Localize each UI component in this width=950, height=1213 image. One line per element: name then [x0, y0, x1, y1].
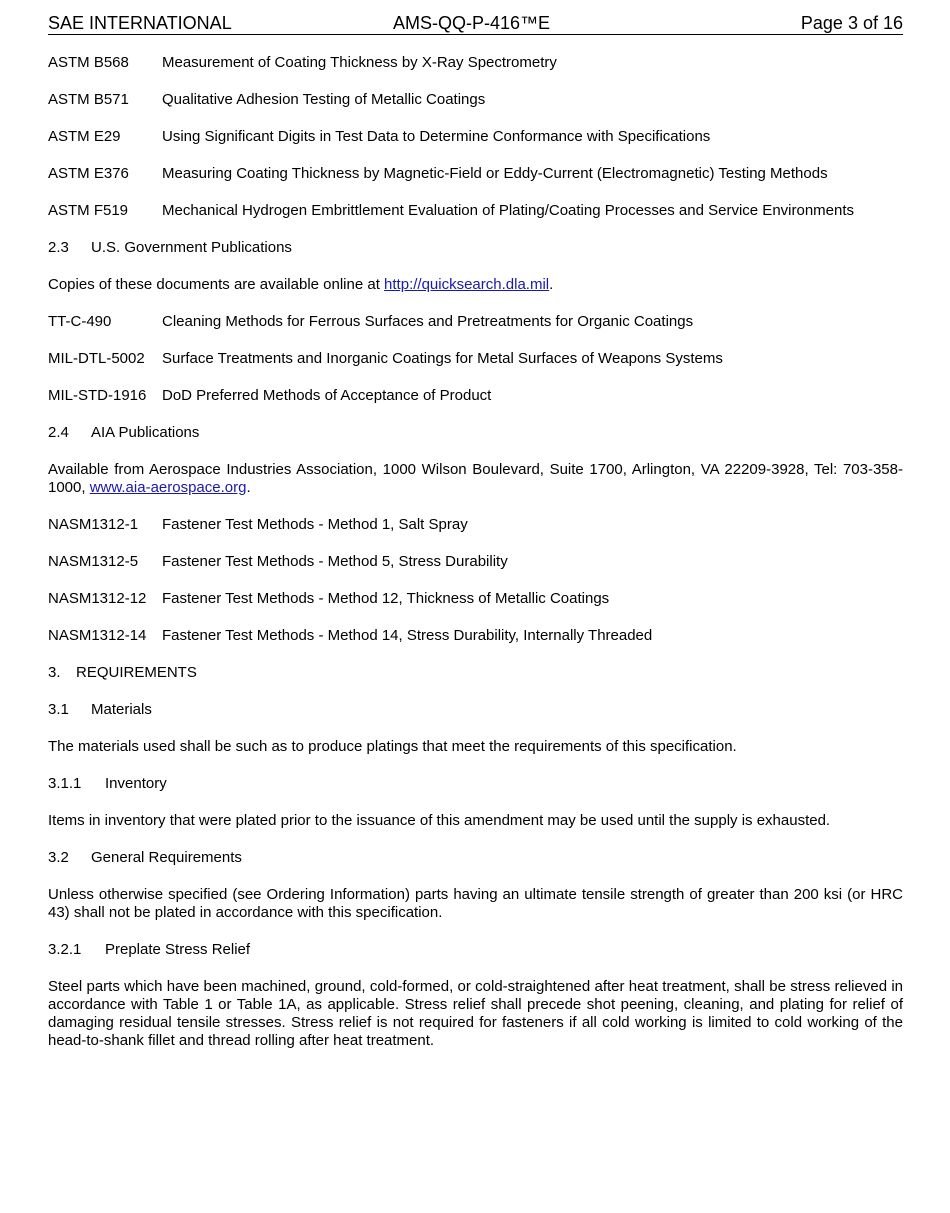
section-title: Inventory — [105, 775, 167, 792]
section-3-2-1-paragraph: Steel parts which have been machined, ground, cold-formed, or cold-straightened after heat treatment, shall be stress relieved in accordance with Table 1 or Table 1A, as applicable. Stress relief shall precede shot peening, cleaning, and plating for relief of damaging residual tensile stresses. Stress relief is not required for fasteners if all cold working is limited to cold working of the head-to-shank fillet and thread rolling after heat treatment. — [48, 978, 903, 1049]
section-heading-3 — [48, 664, 903, 682]
reference-entry — [48, 350, 903, 368]
reference-code: ASTM F519 — [48, 202, 129, 219]
section-title: General Requirements — [91, 849, 242, 866]
section-heading-3-1 — [48, 701, 903, 719]
section-2-3-paragraph — [48, 276, 903, 294]
section-title: Preplate Stress Relief — [105, 941, 251, 958]
section-heading-2-4 — [48, 424, 903, 442]
document-page — [48, 12, 903, 1069]
section-number: 3.2.1 — [48, 941, 82, 958]
reference-title: Fastener Test Methods - Method 1, Salt Spray — [162, 516, 468, 533]
reference-entry — [48, 165, 903, 183]
section-3-2-paragraph: Unless otherwise specified (see Ordering Information) parts having an ultimate tensile strength of greater than 200 ksi (or HRC 43) shall not be plated in accordance with this specification. — [48, 886, 903, 921]
reference-code: ASTM B568 — [48, 54, 129, 71]
reference-entry — [48, 553, 903, 571]
header-page-number: Page 3 of 16 — [800, 13, 903, 33]
header-doc-id: AMS-QQ-P-416™E — [393, 13, 551, 33]
section-title: Materials — [91, 701, 152, 718]
section-title: AIA Publications — [91, 424, 200, 441]
reference-code: MIL-STD-1916 — [48, 387, 147, 404]
section-2-4-paragraph — [48, 461, 903, 497]
paragraph-text: . — [549, 276, 554, 293]
reference-code: NASM1312-12 — [48, 590, 147, 607]
reference-title: Measuring Coating Thickness by Magnetic-Field or Eddy-Current (Electromagnetic) Testing Methods — [162, 165, 828, 182]
reference-title: Mechanical Hydrogen Embrittlement Evaluation of Plating/Coating Processes and Service Environments — [162, 202, 855, 219]
reference-code: ASTM E29 — [48, 128, 121, 145]
document-body — [48, 35, 903, 1050]
header-org: SAE INTERNATIONAL — [48, 13, 232, 33]
reference-entry — [48, 516, 903, 534]
reference-entry — [48, 313, 903, 331]
reference-entry — [48, 590, 903, 608]
reference-title: Fastener Test Methods - Method 14, Stress Durability, Internally Threaded — [162, 627, 653, 644]
section-number: 3.2 — [48, 849, 69, 866]
section-3-1-1-paragraph: Items in inventory that were plated prior to the issuance of this amendment may be used until the supply is exhausted. — [48, 812, 831, 829]
reference-title: Measurement of Coating Thickness by X-Ray Spectrometry — [162, 54, 557, 71]
section-3-1-paragraph: The materials used shall be such as to produce platings that meet the requirements of this specification. — [48, 738, 737, 755]
paragraph-text: Available from Aerospace Industries Association, 1000 Wilson Boulevard, Suite 1700, Arlington, VA 22209-3928, Tel: 703-358-1000, — [48, 461, 903, 496]
reference-title: DoD Preferred Methods of Acceptance of Product — [162, 387, 492, 404]
section-heading-3-2 — [48, 849, 903, 867]
reference-entry — [48, 627, 903, 645]
page-header — [48, 12, 903, 35]
reference-entry — [48, 91, 903, 109]
section-heading-3-2-1 — [48, 941, 903, 959]
reference-entry — [48, 202, 903, 220]
section-number: 2.4 — [48, 424, 69, 441]
section-title: U.S. Government Publications — [91, 239, 292, 256]
reference-code: MIL-DTL-5002 — [48, 350, 145, 367]
reference-title: Fastener Test Methods - Method 12, Thickness of Metallic Coatings — [162, 590, 610, 607]
section-heading-3-1-1 — [48, 775, 903, 793]
reference-title: Cleaning Methods for Ferrous Surfaces and Pretreatments for Organic Coatings — [162, 313, 694, 330]
reference-title: Fastener Test Methods - Method 5, Stress Durability — [162, 553, 508, 570]
paragraph-text: Copies of these documents are available online at — [48, 276, 385, 293]
section-title: REQUIREMENTS — [76, 664, 197, 681]
reference-entry — [48, 54, 903, 72]
section-number: 3.1 — [48, 701, 69, 718]
reference-title: Qualitative Adhesion Testing of Metallic Coatings — [162, 91, 486, 108]
reference-entry — [48, 128, 903, 146]
reference-code: NASM1312-1 — [48, 516, 139, 533]
reference-code: ASTM E376 — [48, 165, 129, 182]
section-heading-2-3 — [48, 239, 903, 257]
reference-code: TT-C-490 — [48, 313, 112, 330]
section-number: 2.3 — [48, 239, 69, 256]
dla-quicksearch-link[interactable]: http://quicksearch.dla.mil — [384, 276, 550, 293]
reference-code: NASM1312-5 — [48, 553, 139, 570]
reference-title: Surface Treatments and Inorganic Coatings for Metal Surfaces of Weapons Systems — [162, 350, 723, 367]
aia-website-link[interactable]: www.aia-aerospace.org — [89, 479, 247, 496]
reference-code: NASM1312-14 — [48, 627, 147, 644]
paragraph-text: . — [246, 479, 251, 496]
section-number: 3.1.1 — [48, 775, 82, 792]
section-number: 3. — [48, 664, 61, 681]
reference-code: ASTM B571 — [48, 91, 129, 108]
reference-title: Using Significant Digits in Test Data to Determine Conformance with Specifications — [162, 128, 711, 145]
reference-entry — [48, 387, 903, 405]
